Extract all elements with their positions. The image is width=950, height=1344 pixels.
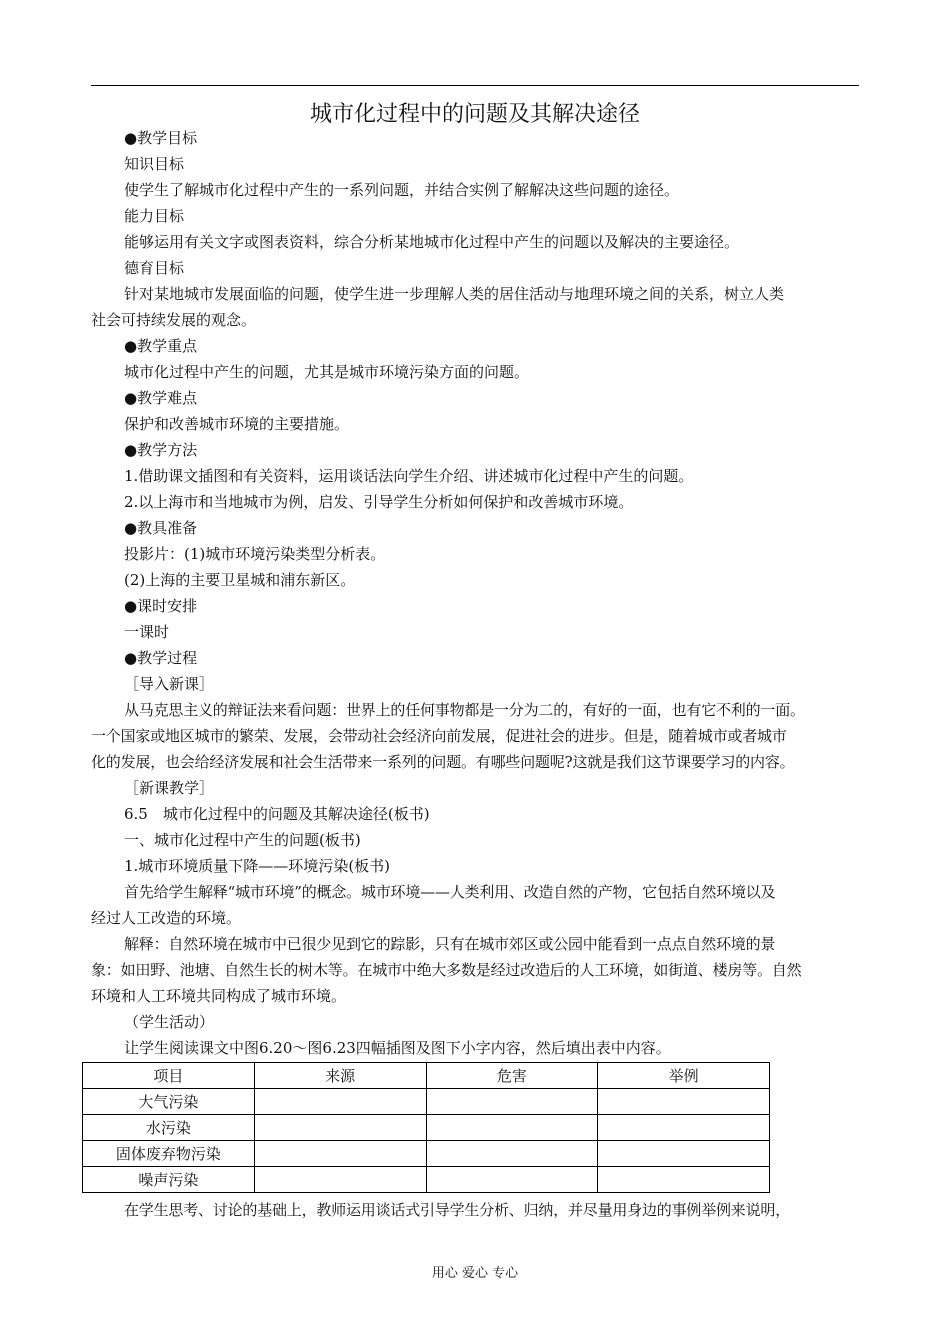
- table-row: [83, 1141, 770, 1167]
- table-cell: [254, 1141, 426, 1167]
- paragraph: 一、城市化过程中产生的问题(板书): [124, 831, 361, 849]
- table-cell: [426, 1089, 598, 1115]
- paragraph: 化的发展，也会给经济发展和社会生活带来一系列的问题。有哪些问题呢?这就是我们这节课要学习的内容。: [91, 753, 795, 771]
- table-cell: [254, 1115, 426, 1141]
- paragraph: 城市化过程中产生的问题，尤其是城市环境污染方面的问题。: [124, 363, 530, 381]
- table-row: [83, 1167, 770, 1193]
- table-cell: 固体废弃物污染: [83, 1141, 255, 1167]
- subheading: 德育目标: [124, 259, 185, 277]
- table-cell: [598, 1141, 770, 1167]
- paragraph: 使学生了解城市化过程中产生的一系列问题，并结合实例了解解决这些问题的途径。: [124, 181, 680, 199]
- paragraph: 象：如田野、池塘、自然生长的树木等。在城市中绝大多数是经过改造后的人工环境，如街道、楼房等。自然: [91, 961, 802, 979]
- paragraph: 社会可持续发展的观念。: [91, 311, 257, 329]
- table-header-cell: 危害: [426, 1063, 598, 1089]
- table-cell: [598, 1167, 770, 1193]
- section-heading: ●课时安排: [124, 597, 198, 615]
- paragraph: 一个国家或地区城市的繁荣、发展，会带动社会经济向前发展，促进社会的进步。但是，随着城市或者城市: [91, 727, 787, 745]
- paragraph: 1.城市环境质量下降——环境污染(板书): [124, 857, 391, 875]
- section-heading: ●教学目标: [124, 129, 198, 147]
- table-cell: 噪声污染: [83, 1167, 255, 1193]
- section-heading: ●教具准备: [124, 519, 198, 537]
- paragraph: 投影片：(1)城市环境污染类型分析表。: [124, 545, 386, 563]
- subheading: 知识目标: [124, 155, 185, 173]
- table-row: [83, 1089, 770, 1115]
- paragraph: 针对某地城市发展面临的问题，使学生进一步理解人类的居住活动与地理环境之间的关系，树立人类: [124, 285, 785, 303]
- paragraph: 让学生阅读课文中图6.20～图6.23四幅插图及图下小字内容，然后填出表中内容。: [124, 1039, 671, 1057]
- table-cell: 水污染: [83, 1115, 255, 1141]
- paragraph: 首先给学生解释“城市环境”的概念。城市环境——人类利用、改造自然的产物，它包括自然环境以及: [124, 883, 776, 901]
- subheading: 能力目标: [124, 207, 185, 225]
- table-header-row: [83, 1063, 770, 1089]
- table-header-cell: 来源: [254, 1063, 426, 1089]
- table-cell: [598, 1089, 770, 1115]
- table-cell: [426, 1141, 598, 1167]
- table-header-cell: 举例: [598, 1063, 770, 1089]
- table-cell: [254, 1167, 426, 1193]
- paragraph: 保护和改善城市环境的主要措施。: [124, 415, 350, 433]
- list-item: 2.以上海市和当地城市为例，启发、引导学生分析如何保护和改善城市环境。: [124, 493, 634, 511]
- paragraph: 在学生思考、讨论的基础上，教师运用谈话式引导学生分析、归纳，并尽量用身边的事例举例来说明，: [124, 1201, 791, 1219]
- paragraph: 经过人工改造的环境。: [91, 909, 242, 927]
- section-heading: ●教学过程: [124, 649, 198, 667]
- page-footer: 用心 爱心 专心: [431, 1266, 519, 1281]
- paragraph: 从马克思主义的辩证法来看问题：世界上的任何事物都是一分为二的，有好的一面，也有它不利的一面。: [124, 701, 805, 719]
- subheading: ［新课教学］: [124, 779, 215, 797]
- paragraph: 解释：自然环境在城市中已很少见到它的踪影，只有在城市郊区或公园中能看到一点点自然环境的景: [124, 935, 776, 953]
- table-cell: [426, 1167, 598, 1193]
- table-cell: [254, 1089, 426, 1115]
- paragraph: 环境和人工环境共同构成了城市环境。: [91, 987, 347, 1005]
- table-row: [83, 1115, 770, 1141]
- table-cell: 大气污染: [83, 1089, 255, 1115]
- list-item: 1.借助课文插图和有关资料，运用谈话法向学生介绍、讲述城市化过程中产生的问题。: [124, 467, 694, 485]
- table-cell: [598, 1115, 770, 1141]
- document-title: 城市化过程中的问题及其解决途径: [309, 102, 640, 127]
- paragraph: 能够运用有关文字或图表资料，综合分析某地城市化过程中产生的问题以及解决的主要途径。: [124, 233, 740, 251]
- table-header-cell: 项目: [83, 1063, 255, 1089]
- section-heading: ●教学方法: [124, 441, 198, 459]
- section-heading: ●教学难点: [124, 389, 198, 407]
- paragraph: 一课时: [124, 623, 170, 641]
- table-cell: [426, 1115, 598, 1141]
- subheading: ［导入新课］: [124, 675, 215, 693]
- paragraph: （学生活动）: [124, 1013, 215, 1031]
- pollution-analysis-table: [82, 1062, 770, 1193]
- header-rule: [91, 85, 859, 86]
- section-heading: ●教学重点: [124, 337, 198, 355]
- paragraph: 6.5 城市化过程中的问题及其解决途径(板书): [124, 805, 430, 823]
- paragraph: (2)上海的主要卫星城和浦东新区。: [124, 571, 356, 589]
